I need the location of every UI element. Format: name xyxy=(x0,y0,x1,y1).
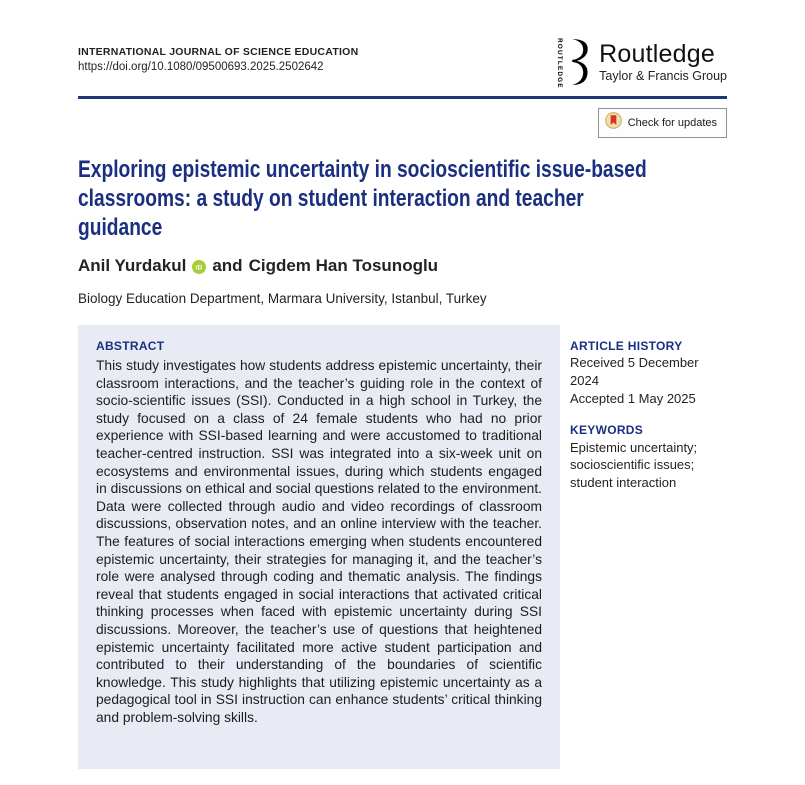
check-for-updates-label: Check for updates xyxy=(627,117,717,129)
accepted-date: Accepted 1 May 2025 xyxy=(570,391,696,406)
abstract-text: This study investigates how students address epistemic uncertainty, their classroom interactions, and the teacher’s guiding role in the context of socio-scientific issues (SSI). Conducted in a high school in Turkey, the study focused on a class of 24 female students who had no prior experience with SSI-based learning and were accustomed to traditional teacher-centred instruction. SSI was integrated into a six-week unit on ecosystems and environmental issues, during which students engaged in discussions on ethical and social questions related to the environment. Data were collected through audio and video recordings of classroom discussions, observation notes, and an online interview with the teacher. The features of social interactions emerging when students encountered epistemic uncertainty, their strategies for managing it, and the teacher’s role were analysed through coding and thematic analysis. The findings reveal that students engaged in social interactions that activated critical thinking processes when faced with epistemic uncertainty during SSI discussions. Moreover, the teacher’s use of questions that heightened epistemic uncertainty facilitated more active student participation and contributed to their understanding of the boundaries of scientific knowledge. This study highlights that utilizing epistemic uncertainty as a pedagogical tool in SSI instruction can enhance students’ critical thinking and problem-solving skills. xyxy=(96,358,542,725)
author-1-name: Anil Yurdakul xyxy=(78,256,187,275)
authors-line xyxy=(78,256,727,276)
routledge-logo-mark-icon xyxy=(568,38,594,86)
journal-info xyxy=(78,44,358,73)
title-line-1: Exploring epistemic uncertainty in socioscientific issue-based xyxy=(78,156,647,183)
orcid-icon[interactable] xyxy=(192,259,206,273)
badge-row xyxy=(78,108,727,138)
keywords-heading: KEYWORDS xyxy=(570,422,644,437)
doi-link[interactable]: https://doi.org/10.1080/09500693.2025.2502642 xyxy=(78,61,324,73)
article-meta-sidebar xyxy=(570,325,727,769)
publisher-name: Routledge xyxy=(599,40,715,69)
affiliation-line: Biology Education Department, Marmara University, Istanbul, Turkey xyxy=(78,291,487,306)
title-line-2: classrooms: a study on student interaction and teacher xyxy=(78,185,584,212)
keywords-block xyxy=(570,423,727,492)
author-2-name: Cigdem Han Tosunoglu xyxy=(248,256,439,275)
title-line-3: guidance xyxy=(78,214,163,241)
article-history-heading: ARTICLE HISTORY xyxy=(570,339,683,353)
authors-separator: and xyxy=(212,256,243,275)
routledge-vertical-text: ROUTLEDGE xyxy=(556,38,564,89)
publisher-group: Taylor & Francis Group xyxy=(599,68,727,83)
abstract-heading: ABSTRACT xyxy=(96,339,165,353)
received-date: Received 5 December 2024 xyxy=(570,355,699,388)
journal-name: INTERNATIONAL JOURNAL OF SCIENCE EDUCATION xyxy=(78,46,359,58)
keywords-text: Epistemic uncertainty; socioscientific issues; student interaction xyxy=(570,439,698,490)
article-title xyxy=(78,155,727,242)
svg-text:iD: iD xyxy=(196,264,203,272)
main-content xyxy=(78,325,727,769)
article-history-block xyxy=(570,339,727,408)
publisher-logo xyxy=(556,38,727,89)
page-header xyxy=(78,38,727,89)
publisher-names xyxy=(599,41,727,82)
check-for-updates-icon xyxy=(605,112,622,134)
check-for-updates-button[interactable] xyxy=(598,108,727,138)
header-divider xyxy=(78,96,727,99)
abstract-box xyxy=(78,325,560,769)
